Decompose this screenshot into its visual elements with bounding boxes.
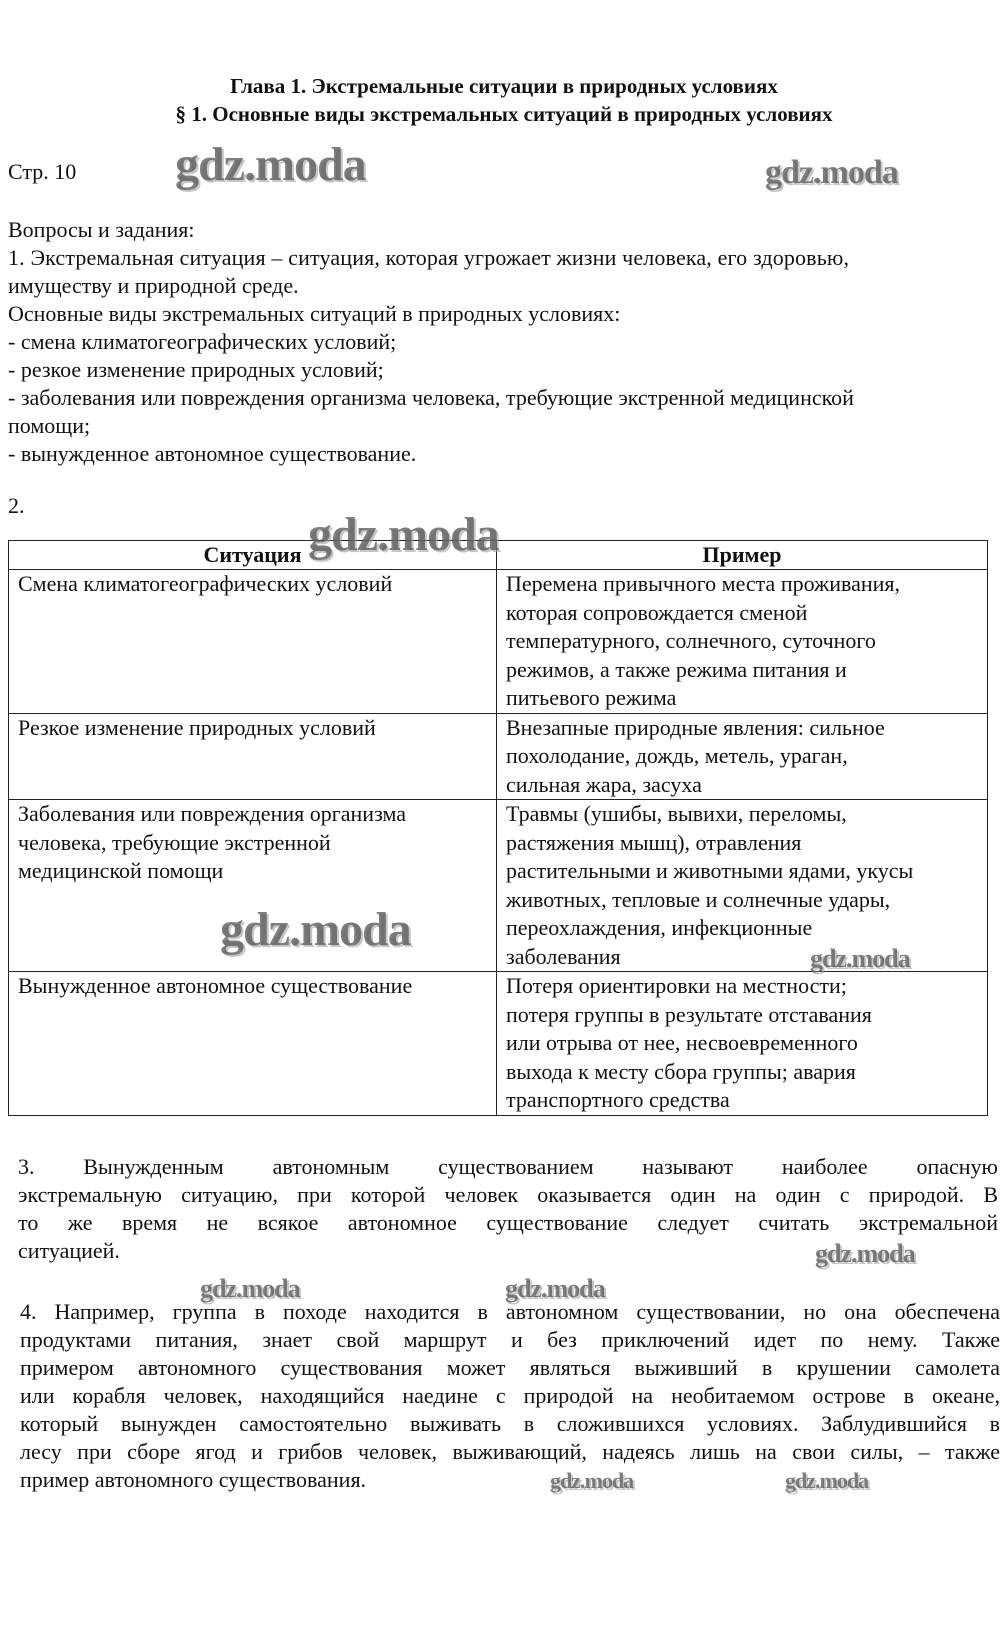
situation-cell: Заболевания или повреждения организма человека, требующие экстренной медицинской помощи	[9, 800, 497, 972]
watermark: gdz.moda	[175, 138, 366, 191]
example-cell: Перемена привычного места проживания, которая сопровождается сменой температурного, солнечного, суточного режимов, а также режима питания и питьевого режима	[497, 570, 988, 714]
table-row	[9, 713, 988, 800]
watermark: gdz.moda	[200, 1274, 300, 1303]
watermark: gdz.moda	[815, 1239, 915, 1268]
text-line: - вынужденное автономное существование.	[8, 441, 417, 466]
text-line: 1. Экстремальная ситуация – ситуация, которая угрожает жизни человека, его здоровью,	[8, 245, 850, 270]
column-header-example: Пример	[497, 541, 988, 570]
chapter-title: Глава 1. Экстремальные ситуации в природных условиях	[230, 74, 778, 98]
situation-cell: Смена климатогеографических условий	[9, 570, 497, 714]
table-row	[9, 570, 988, 714]
text-line: Основные виды экстремальных ситуаций в природных условиях:	[8, 301, 621, 326]
watermark: gdz.moda	[505, 1274, 605, 1303]
watermark: gdz.moda	[785, 1468, 869, 1493]
text-line: экстремальную ситуацию, при которой человек оказывается один на один с природой. В	[18, 1182, 998, 1207]
watermark: gdz.moda	[308, 508, 499, 561]
watermark: gdz.moda	[810, 944, 910, 973]
watermark: gdz.moda	[765, 154, 898, 191]
column-header-situation: Ситуация	[9, 541, 497, 570]
text-line: помощи;	[8, 413, 91, 438]
text-line: 3. Вынужденным автономным существованием называют наиболее опасную	[18, 1154, 998, 1179]
text-line: - смена климатогеографических условий;	[8, 329, 397, 354]
text-line: пример автономного существования.	[20, 1467, 367, 1492]
text-line: или корабля человек, находящийся наедине с природой на необитаемом острове в океане,	[20, 1383, 1000, 1408]
table-row	[9, 972, 988, 1116]
watermark: gdz.moda	[220, 903, 411, 956]
section-title: § 1. Основные виды экстремальных ситуаций в природных условиях	[175, 102, 833, 126]
text-line: продуктами питания, знает свой маршрут и без приключений идет по нему. Также	[20, 1327, 1000, 1352]
text-line: - резкое изменение природных условий;	[8, 357, 384, 382]
text-line: лесу при сборе ягод и грибов человек, выживающий, надеясь лишь на свои силы, – также	[20, 1439, 1000, 1464]
situation-cell: Резкое изменение природных условий	[9, 713, 497, 800]
text-line: Вопросы и задания:	[8, 217, 195, 242]
page-reference: Стр. 10	[8, 159, 77, 184]
text-line: который вынужден самостоятельно выживать в сложившихся условиях. Заблудившийся в	[20, 1411, 1000, 1436]
answer-4	[20, 1298, 1000, 1494]
text-line: ситуацией.	[18, 1238, 120, 1263]
text-line: имуществу и природной среде.	[8, 273, 299, 298]
watermark: gdz.moda	[550, 1468, 634, 1493]
answer-2-number: 2.	[8, 493, 25, 518]
example-cell: Внезапные природные явления: сильное похолодание, дождь, метель, ураган, сильная жара, засуха	[497, 713, 988, 800]
situations-table	[8, 540, 988, 1116]
text-line: примером автономного существования может являться выживший в крушении самолета	[20, 1355, 1000, 1380]
example-cell: Травмы (ушибы, вывихи, переломы, растяжения мышц), отравления растительными и животными ядами, укусы животных, тепловые и солнечные удары, переохлаждения, инфекционные заболевания	[497, 800, 988, 972]
text-line: 4. Например, группа в походе находится в автономном существовании, но она обеспечена	[20, 1299, 1000, 1324]
example-cell: Потеря ориентировки на местности; потеря группы в результате отставания или отрыва от нее, несвоевременного выхода к месту сбора группы; авария транспортного средства	[497, 972, 988, 1116]
answer-1	[8, 216, 988, 468]
text-line: то же время не всякое автономное существование следует считать экстремальной	[18, 1210, 998, 1235]
situation-cell: Вынужденное автономное существование	[9, 972, 497, 1116]
text-line: - заболевания или повреждения организма человека, требующие экстренной медицинской	[8, 385, 854, 410]
